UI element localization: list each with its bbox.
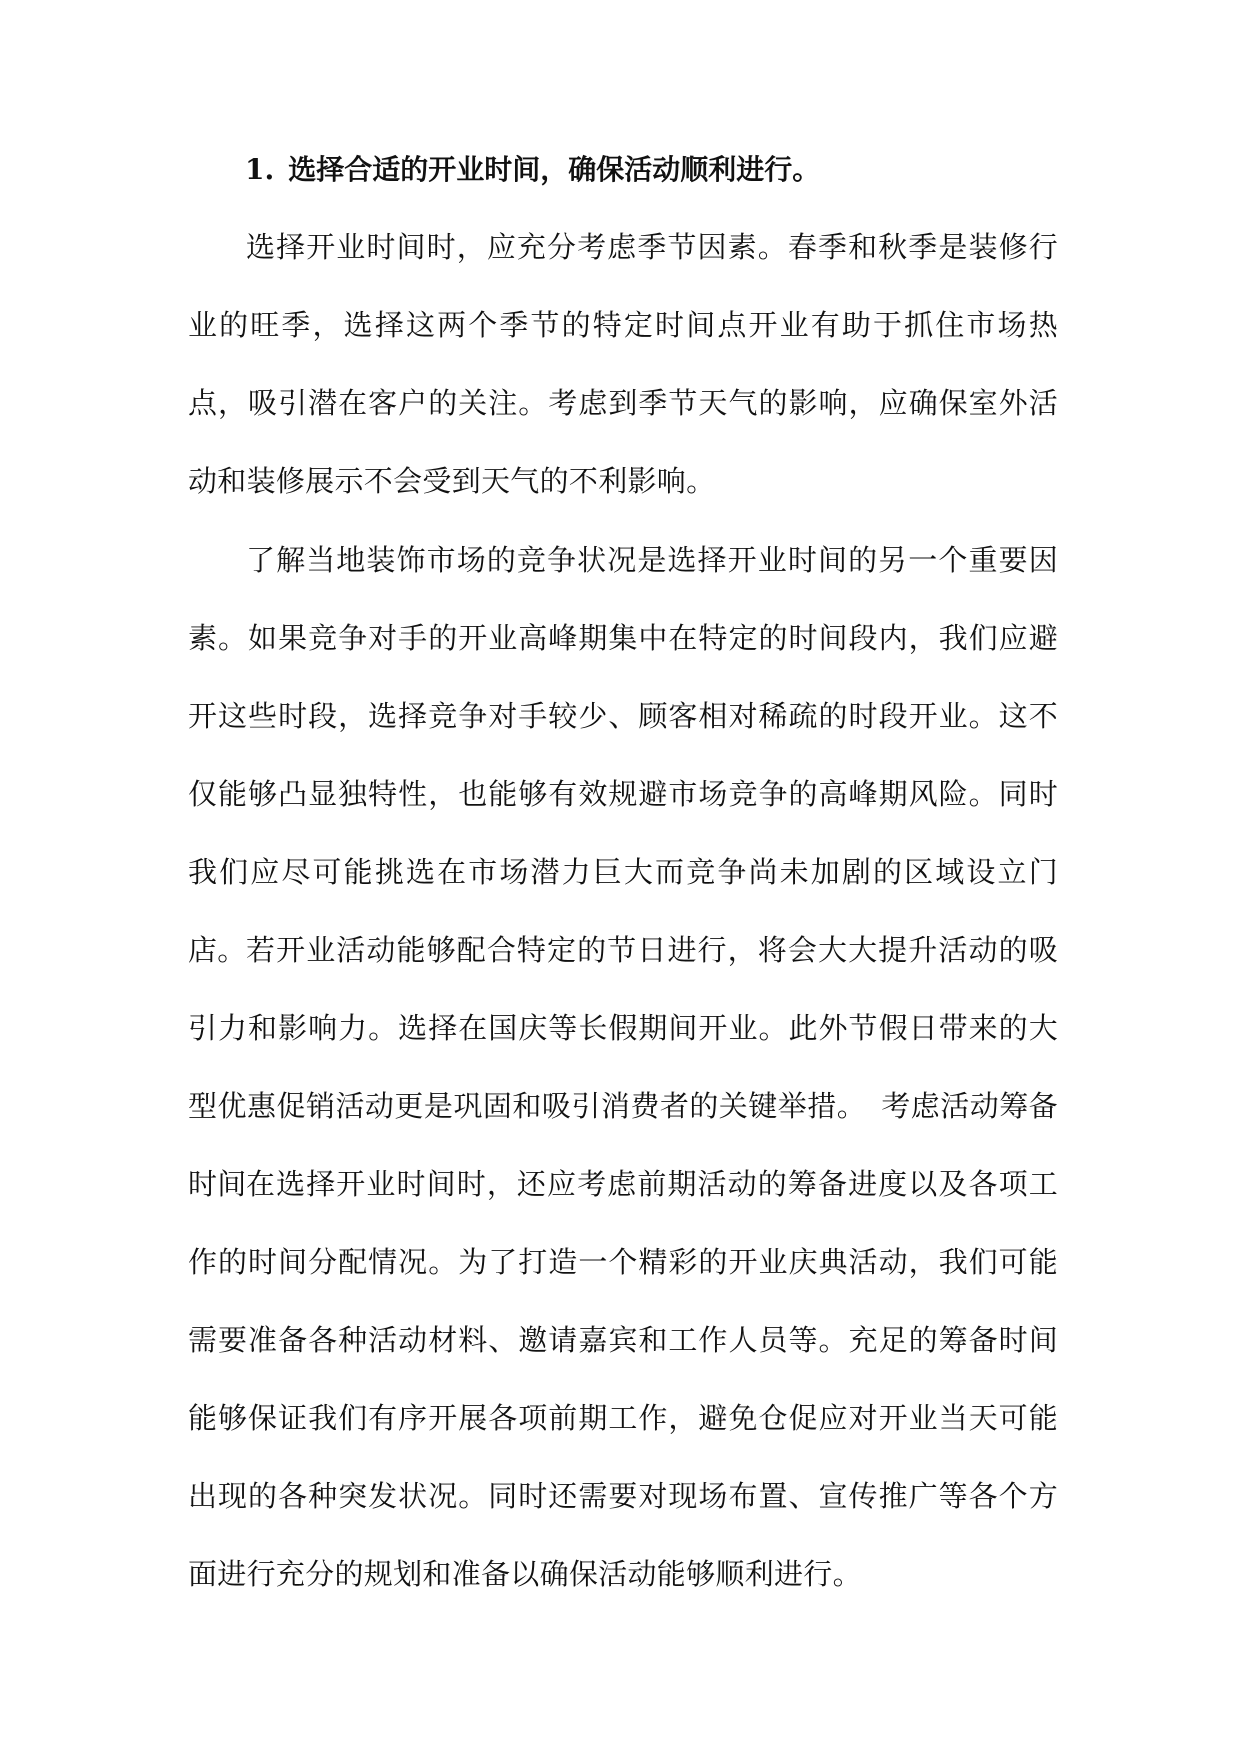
section-heading bbox=[245, 150, 820, 190]
paragraph-preparation: 在选择开业时间时，还应考虑前期活动的筹备进度以及各项工作的时间分配情况。为了打造一个精彩的开业庆典活动，我们可能需要准备各种活动材料、邀请嘉宾和工作人员等。充足的筹备时间能够保证我们有序开展各项前期工作，避免仓促应对开业当天可能出现的各种突发状况。同时还需要对现场布置、宣传推广等各个方面进行充分的规划和准备以确保活动能够顺利进行。 bbox=[188, 1167, 1058, 1591]
section-number: 1. bbox=[245, 153, 275, 186]
paragraph-competition: 了解当地装饰市场的竞争状况是选择开业时间的另一个重要因素。如果竞争对手的开业高峰期集中在特定的时间段内，我们应避开这些时段，选择竞争对手较少、顾客相对稀疏的时段开业。这不仅能够凸显独特性，也能够有效规避市场竞争的高峰期风险。同时我们应尽可能挑选在市场潜力巨大而竞争尚未加剧的区域设立门店。 bbox=[188, 543, 1058, 967]
paragraph-holiday: 若开业活动能够配合特定的节日进行，将会大大提升活动的吸引力和影响力。选择在国庆等长假期间开业。此外节假日带来的大型优惠促销活动更是巩固和吸引消费者的关键举措。 考虑活动筹备时间 bbox=[188, 933, 1058, 1201]
paragraph-season: 选择开业时间时，应充分考虑季节因素。春季和秋季是装修行业的旺季，选择这两个季节的特定时间点开业有助于抓住市场热点，吸引潜在客户的关注。考虑到季节天气的影响，应确保室外活动和装修展示不会受到天气的不利影响。 bbox=[188, 230, 1058, 498]
section-title: 选择合适的开业时间，确保活动顺利进行。 bbox=[288, 153, 821, 186]
